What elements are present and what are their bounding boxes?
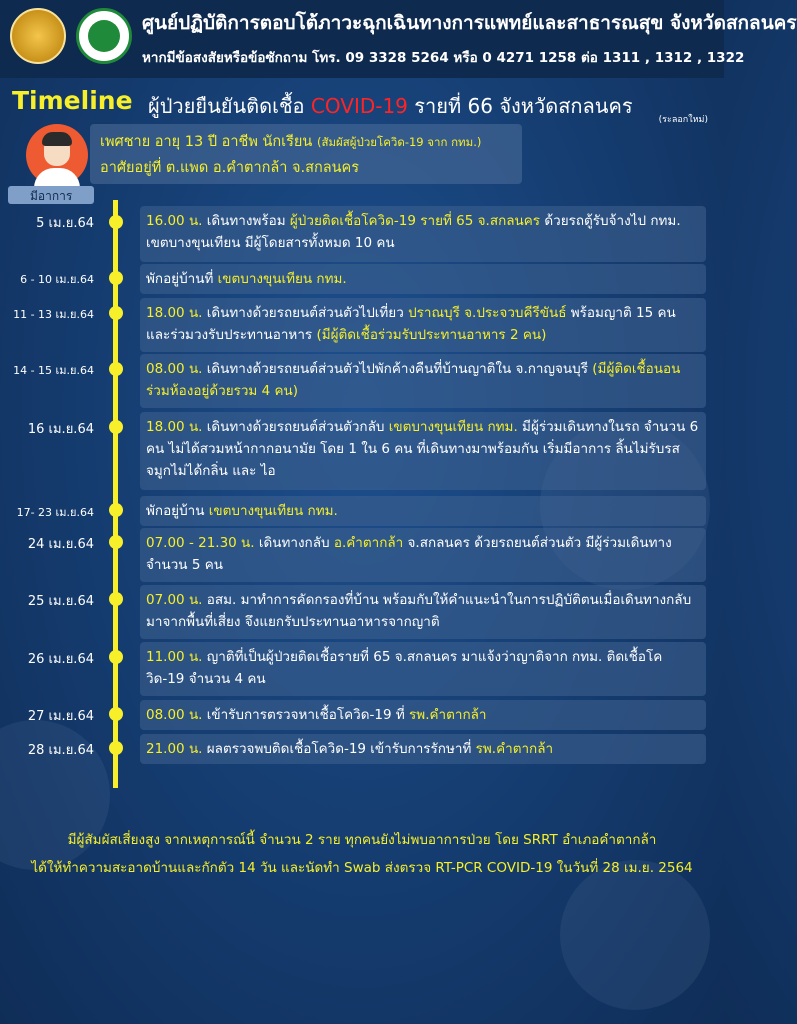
event-date: 6 - 10 เม.ย.64 [20, 273, 94, 286]
timeline-dot [109, 306, 123, 320]
event-date: 17- 23 เม.ย.64 [16, 506, 94, 519]
event-box: 16.00 น. เดินทางพร้อม ผู้ป่วยติดเชื้อโควิด-19 รายที่ 65 จ.สกลนคร ด้วยรถตู้รับจ้างไป กทม. เขตบางขุนเทียน มีผู้โดยสารทั้งหมด 10 คน [140, 206, 706, 262]
event-box: 08.00 น. เดินทางด้วยรถยนต์ส่วนตัวไปพักค้างคืนที่บ้านญาติใน จ.กาญจนบุรี (มีผู้ติดเชื้อนอนร่วมห้องอยู่ด้วยรวม 4 คน) [140, 354, 706, 408]
ministry-of-public-health-logo [76, 8, 132, 64]
event-box: 07.00 - 21.30 น. เดินทางกลับ อ.คำตากล้า จ.สกลนคร ด้วยรถยนต์ส่วนตัว มีผู้ร่วมเดินทาง จำนวน 5 คน [140, 528, 706, 582]
provincial-seal-logo [10, 8, 66, 64]
event-date: 25 เม.ย.64 [27, 594, 94, 609]
event-date: 27 เม.ย.64 [27, 709, 94, 724]
header-bar [0, 0, 797, 78]
header-contact: หากมีข้อสงสัยหรือข้อซักถาม โทร. 09 3328 5264 หรือ 0 4271 1258 ต่อ 1311 , 1312 , 1322 [142, 50, 745, 66]
event-box: 21.00 น. ผลตรวจพบติดเชื้อโควิด-19 เข้ารับการรักษาที่ รพ.คำตากล้า [140, 734, 706, 764]
event-box: 18.00 น. เดินทางด้วยรถยนต์ส่วนตัวกลับ เขตบางขุนเทียน กทม. มีผู้ร่วมเดินทางในรถ จำนวน 6 คน ไม่ได้สวมหน้ากากอนามัย โดย 1 ใน 6 คน ที่เดินทางมาพร้อมกัน เริ่มมีอาการ ลิ้นไม่รับรส จมูกไม่ได้กลิ่น และ ไอ [140, 412, 706, 490]
event-box: พักอยู่บ้านที่ เขตบางขุนเทียน กทม. [140, 264, 706, 294]
event-date: 14 - 15 เม.ย.64 [13, 364, 94, 377]
event-box: 08.00 น. เข้ารับการตรวจหาเชื้อโควิด-19 ที่ รพ.คำตากล้า [140, 700, 706, 730]
header-title: ศูนย์ปฏิบัติการตอบโต้ภาวะฉุกเฉินทางการแพทย์และสาธารณสุข จังหวัดสกลนคร [142, 12, 797, 34]
event-date: 28 เม.ย.64 [27, 743, 94, 758]
event-box: พักอยู่บ้าน เขตบางขุนเทียน กทม. [140, 496, 706, 526]
timeline-dot [109, 741, 123, 755]
timeline-heading: Timeline [12, 86, 133, 115]
timeline-dot [109, 215, 123, 229]
timeline-dot [109, 535, 123, 549]
patient-address: อาศัยอยู่ที่ ต.แพด อ.คำตากล้า จ.สกลนคร [100, 160, 360, 176]
patient-demographics: เพศชาย อายุ 13 ปี อาชีพ นักเรียน (สัมผัสผู้ป่วยโควิด-19 จาก กทม.) [100, 134, 482, 150]
timeline-dot [109, 707, 123, 721]
event-date: 26 เม.ย.64 [27, 652, 94, 667]
event-date: 24 เม.ย.64 [27, 537, 94, 552]
footer-line-2: ได้ให้ทำความสะอาดบ้านและกักตัว 14 วัน และนัดทำ Swab ส่งตรวจ RT-PCR COVID-19 ในวันที่ 28 เม.ย. 2564 [31, 860, 693, 876]
timeline-dot [109, 592, 123, 606]
timeline-dot [109, 420, 123, 434]
case-heading: ผู้ป่วยยืนยันติดเชื้อ COVID-19 รายที่ 66 จังหวัดสกลนคร [148, 94, 633, 118]
event-box: 11.00 น. ญาติที่เป็นผู้ป่วยติดเชื้อรายที่ 65 จ.สกลนคร มาแจ้งว่าญาติจาก กทม. ติดเชื้อโควิด-19 จำนวน 4 คน [140, 642, 706, 696]
timeline-axis [113, 200, 118, 788]
timeline-dot [109, 650, 123, 664]
event-box: 07.00 น. อสม. มาทำการคัดกรองที่บ้าน พร้อมกับให้คำแนะนำในการปฏิบัติตนเมื่อเดินทางกลับมาจากพื้นที่เสี่ยง จึงแยกรับประทานอาหารจากญาติ [140, 585, 706, 639]
patient-avatar [26, 124, 88, 186]
event-date: 5 เม.ย.64 [36, 216, 94, 231]
footer-line-1: มีผู้สัมผัสเสี่ยงสูง จากเหตุการณ์นี้ จำนวน 2 ราย ทุกคนยังไม่พบอาการป่วย โดย SRRT อำเภอคำตากล้า [67, 832, 657, 848]
timeline-dot [109, 271, 123, 285]
event-date: 16 เม.ย.64 [27, 422, 94, 437]
symptom-onset-badge: มีอาการ [8, 186, 94, 204]
timeline-dot [109, 503, 123, 517]
background-virus-decoration [560, 860, 710, 1010]
title-bar [0, 86, 724, 125]
footer-summary [0, 826, 724, 882]
event-date: 11 - 13 เม.ย.64 [13, 308, 94, 321]
wave-note: (ระลอกใหม่) [658, 115, 708, 125]
timeline-dot [109, 362, 123, 376]
event-box: 18.00 น. เดินทางด้วยรถยนต์ส่วนตัวไปเที่ยว ปราณบุรี จ.ประจวบคีรีขันธ์ พร้อมญาติ 15 คน และร่วมวงรับประทานอาหาร (มีผู้ติดเชื้อร่วมรับประทานอาหาร 2 คน) [140, 298, 706, 352]
